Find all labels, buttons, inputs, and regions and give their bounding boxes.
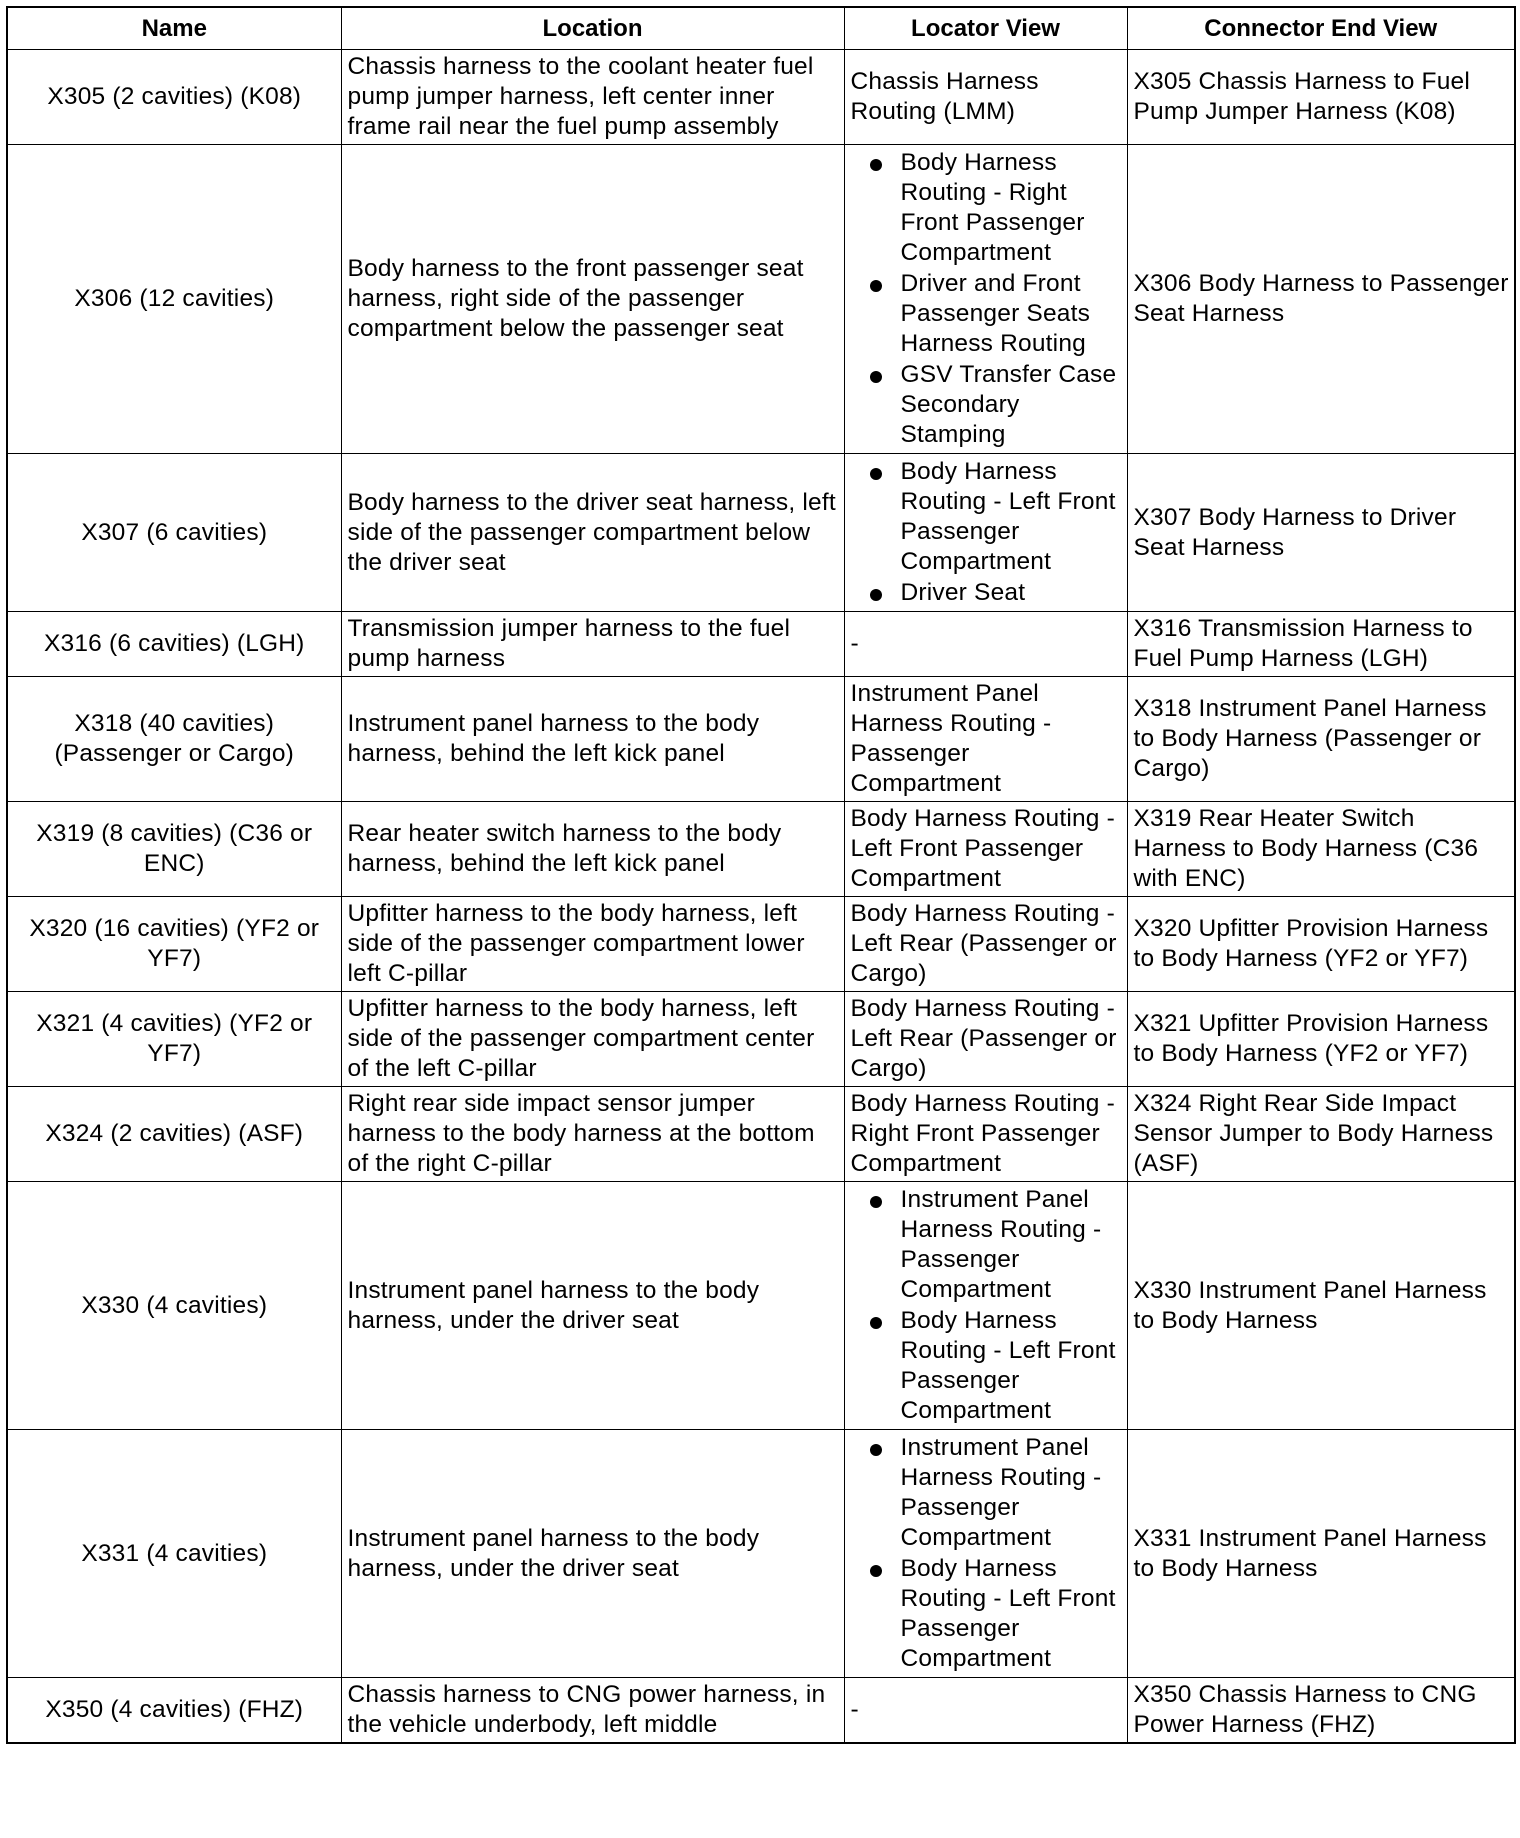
locator-view-text: Chassis Harness Routing (LMM): [850, 68, 1039, 125]
table-row: [7, 145, 1515, 454]
header-row: [7, 7, 1515, 50]
locator-view-cell: [844, 1430, 1127, 1678]
connector-name-cell: X306 (12 cavities): [7, 145, 341, 454]
bullet-icon: [870, 468, 882, 480]
table-row: [7, 1678, 1515, 1744]
bullet-icon: [870, 159, 882, 171]
connector-end-view-cell: X324 Right Rear Side Impact Sensor Jumper to Body Harness (ASF): [1127, 1087, 1515, 1182]
bullet-icon: [870, 371, 882, 383]
locator-view-list-item: [851, 1554, 1122, 1674]
locator-view-text: -: [850, 1696, 859, 1723]
locator-view-text: Body Harness Routing - Right Front Passenger Compartment: [850, 1090, 1115, 1177]
locator-view-list-item: [851, 1185, 1122, 1305]
table-row: [7, 897, 1515, 992]
table-header: [7, 7, 1515, 50]
locator-view-text: Body Harness Routing - Left Rear (Passenger or Cargo): [850, 995, 1117, 1082]
location-cell: Right rear side impact sensor jumper harness to the body harness at the bottom of the right C-pillar: [341, 1087, 844, 1182]
table-row: [7, 802, 1515, 897]
locator-view-cell: [844, 677, 1127, 802]
connector-end-view-cell: X318 Instrument Panel Harness to Body Harness (Passenger or Cargo): [1127, 677, 1515, 802]
locator-view-text: Driver Seat: [900, 579, 1026, 606]
locator-view-text: Body Harness Routing - Left Front Passenger Compartment: [900, 458, 1116, 575]
locator-view-list-item: [851, 457, 1122, 577]
location-cell: Upfitter harness to the body harness, left side of the passenger compartment center of the left C-pillar: [341, 992, 844, 1087]
location-cell: Chassis harness to the coolant heater fuel pump jumper harness, left center inner frame rail near the fuel pump assembly: [341, 50, 844, 145]
connector-end-view-cell: X330 Instrument Panel Harness to Body Harness: [1127, 1182, 1515, 1430]
connector-name-cell: X350 (4 cavities) (FHZ): [7, 1678, 341, 1744]
location-cell: Body harness to the front passenger seat harness, right side of the passenger compartment below the passenger seat: [341, 145, 844, 454]
locator-view-cell: [844, 612, 1127, 677]
table-row: [7, 612, 1515, 677]
locator-view-list-item: [851, 360, 1122, 450]
connector-end-view-cell: X320 Upfitter Provision Harness to Body Harness (YF2 or YF7): [1127, 897, 1515, 992]
locator-view-list-item: [851, 269, 1122, 359]
connector-end-view-cell: X331 Instrument Panel Harness to Body Harness: [1127, 1430, 1515, 1678]
locator-view-text: Instrument Panel Harness Routing - Passenger Compartment: [850, 680, 1052, 797]
header-name: Name: [7, 7, 341, 50]
location-cell: Instrument panel harness to the body harness, behind the left kick panel: [341, 677, 844, 802]
connector-end-view-cell: X305 Chassis Harness to Fuel Pump Jumper Harness (K08): [1127, 50, 1515, 145]
locator-view-text: Body Harness Routing - Left Front Passenger Compartment: [850, 805, 1115, 892]
table-body: [7, 50, 1515, 1744]
connector-end-view-cell: X350 Chassis Harness to CNG Power Harness (FHZ): [1127, 1678, 1515, 1744]
connector-name-cell: X330 (4 cavities): [7, 1182, 341, 1430]
locator-view-cell: [844, 454, 1127, 612]
table-row: [7, 992, 1515, 1087]
connector-end-view-cell: X316 Transmission Harness to Fuel Pump Harness (LGH): [1127, 612, 1515, 677]
table-row: [7, 50, 1515, 145]
bullet-icon: [870, 1444, 882, 1456]
table-row: [7, 1182, 1515, 1430]
location-cell: Instrument panel harness to the body harness, under the driver seat: [341, 1430, 844, 1678]
header-connector-end-view: Connector End View: [1127, 7, 1515, 50]
locator-view-list-item: [851, 1306, 1122, 1426]
table-row: [7, 454, 1515, 612]
bullet-icon: [870, 280, 882, 292]
bullet-icon: [870, 1196, 882, 1208]
locator-view-cell: [844, 1182, 1127, 1430]
bullet-icon: [870, 589, 882, 601]
connector-end-view-cell: X306 Body Harness to Passenger Seat Harness: [1127, 145, 1515, 454]
locator-view-text: Instrument Panel Harness Routing - Passenger Compartment: [900, 1434, 1102, 1551]
locator-view-cell: [844, 1087, 1127, 1182]
locator-view-text: Driver and Front Passenger Seats Harness Routing: [900, 270, 1091, 357]
connector-name-cell: X307 (6 cavities): [7, 454, 341, 612]
locator-view-text: GSV Transfer Case Secondary Stamping: [900, 361, 1117, 448]
locator-view-list-item: [851, 148, 1122, 268]
table-row: [7, 1430, 1515, 1678]
connector-name-cell: X319 (8 cavities) (C36 or ENC): [7, 802, 341, 897]
locator-view-list: [851, 457, 1122, 608]
locator-view-list: [851, 148, 1122, 450]
locator-view-list: [851, 1433, 1122, 1674]
connector-name-cell: X316 (6 cavities) (LGH): [7, 612, 341, 677]
table-row: [7, 677, 1515, 802]
table-row: [7, 1087, 1515, 1182]
locator-view-list-item: [851, 578, 1122, 608]
connector-table: [6, 6, 1516, 1744]
connector-name-cell: X321 (4 cavities) (YF2 or YF7): [7, 992, 341, 1087]
connector-end-view-cell: X319 Rear Heater Switch Harness to Body Harness (C36 with ENC): [1127, 802, 1515, 897]
connector-end-view-cell: X307 Body Harness to Driver Seat Harness: [1127, 454, 1515, 612]
location-cell: Chassis harness to CNG power harness, in the vehicle underbody, left middle: [341, 1678, 844, 1744]
locator-view-cell: [844, 145, 1127, 454]
connector-name-cell: X331 (4 cavities): [7, 1430, 341, 1678]
location-cell: Upfitter harness to the body harness, left side of the passenger compartment lower left C-pillar: [341, 897, 844, 992]
locator-view-text: Body Harness Routing - Left Front Passenger Compartment: [900, 1307, 1116, 1424]
bullet-icon: [870, 1565, 882, 1577]
header-location: Location: [341, 7, 844, 50]
locator-view-text: Body Harness Routing - Right Front Passenger Compartment: [900, 149, 1085, 266]
connector-end-view-cell: X321 Upfitter Provision Harness to Body Harness (YF2 or YF7): [1127, 992, 1515, 1087]
locator-view-list: [851, 1185, 1122, 1426]
locator-view-text: -: [850, 630, 859, 657]
connector-name-cell: X320 (16 cavities) (YF2 or YF7): [7, 897, 341, 992]
locator-view-cell: [844, 897, 1127, 992]
locator-view-text: Body Harness Routing - Left Front Passenger Compartment: [900, 1555, 1116, 1672]
location-cell: Instrument panel harness to the body harness, under the driver seat: [341, 1182, 844, 1430]
connector-name-cell: X318 (40 cavities) (Passenger or Cargo): [7, 677, 341, 802]
locator-view-text: Instrument Panel Harness Routing - Passenger Compartment: [900, 1186, 1102, 1303]
location-cell: Transmission jumper harness to the fuel pump harness: [341, 612, 844, 677]
locator-view-cell: [844, 50, 1127, 145]
location-cell: Rear heater switch harness to the body harness, behind the left kick panel: [341, 802, 844, 897]
header-locator-view: Locator View: [844, 7, 1127, 50]
locator-view-cell: [844, 1678, 1127, 1744]
locator-view-cell: [844, 802, 1127, 897]
connector-name-cell: X305 (2 cavities) (K08): [7, 50, 341, 145]
bullet-icon: [870, 1317, 882, 1329]
locator-view-text: Body Harness Routing - Left Rear (Passenger or Cargo): [850, 900, 1117, 987]
connector-name-cell: X324 (2 cavities) (ASF): [7, 1087, 341, 1182]
locator-view-list-item: [851, 1433, 1122, 1553]
locator-view-cell: [844, 992, 1127, 1087]
location-cell: Body harness to the driver seat harness, left side of the passenger compartment below the driver seat: [341, 454, 844, 612]
